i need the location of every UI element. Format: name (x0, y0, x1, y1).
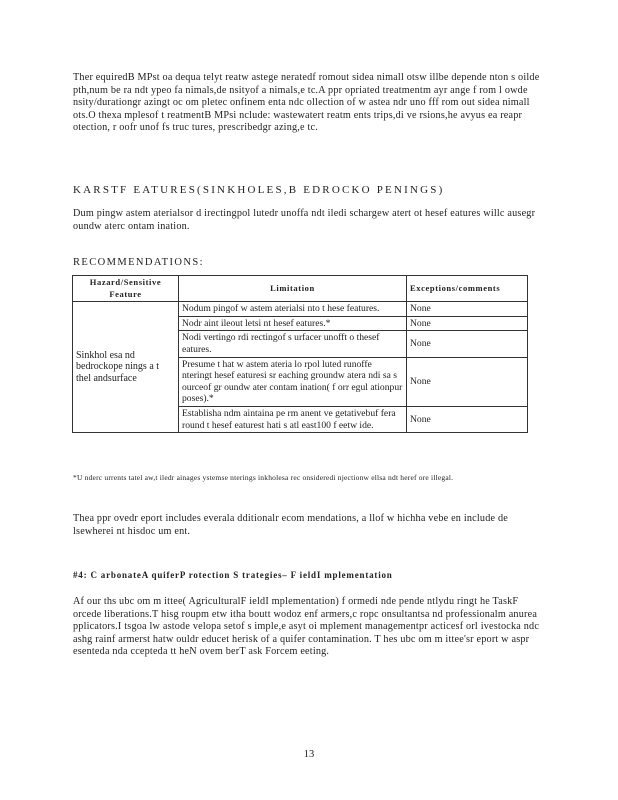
header-hazard: Hazard/Sensitive Feature (73, 276, 179, 302)
exception-cell: None (407, 316, 528, 331)
intro-paragraph: Ther equiredB MPst oa dequa telyt reatw astege neratedf romout sidea nimall otsw illbe depende nton s oilde pth,num be ra ndt ypeo fa nimals,de nsityof a nimals,e tc.A ppr opriated treatmentm ayr ange f rom l owde nsity/durationgr azingt oc om pletec onfinem enta ndc ollection of w astea ndr uno fff rom out sidea nimall ots.O thexa mplesof t reatmentB MPsi nclude: wastewatert reatm ents trips,di ve rsions,he avyus ea reapr otection, r oofr unof fs truc tures, prescribedgr azing,e tc. (73, 72, 540, 134)
exception-cell: None (407, 406, 528, 432)
table-footnote: *U nderc urrents tatel aw,t iledr ainages ystemse nterings inkholesa rec onsideredi njectionw ellsa ndt heref ore illegal. (73, 473, 454, 482)
table-header-row (73, 276, 528, 302)
karst-heading: KARSTF EATURES(SINKHOLES,B EDROCKO PENINGS) (73, 184, 445, 196)
exception-cell: None (407, 357, 528, 406)
limitation-cell: Nodi vertingo rdi rectingof s urfacer unofft o thesef eatures. (179, 331, 407, 357)
recommendations-heading: RECOMMENDATIONS: (73, 257, 204, 268)
karst-paragraph: Dum pingw astem aterialsor d irectingpol lutedr unoffa ndt iledi schargew atert ot hesef eatures willc ausegr oundw aterc ontam ination. (73, 208, 536, 232)
section4-heading: #4: C arbonateA quiferP rotection S trategies– F ieldI mplementation (73, 570, 393, 580)
limitation-cell: Nodum pingof w astem aterialsi nto t hese features. (179, 302, 407, 317)
header-limitation: Limitation (179, 276, 407, 302)
header-exceptions: Exceptions/comments (407, 276, 528, 302)
page-number: 13 (303, 749, 315, 760)
limitation-cell: Presume t hat w astem ateria lo rpol luted runoffe nteringt hesef eaturesi sr eaching groundw atera ndi sa s ourceof gr oundw ater contam ination( f orr egul ationpur poses).* (179, 357, 407, 406)
exception-cell: None (407, 331, 528, 357)
exception-cell: None (407, 302, 528, 317)
table-row (73, 302, 528, 317)
limitation-cell: Establisha ndm aintaina pe rm anent ve getativebuf fera round t hesef eaturest hati s atl east100 f eetw ide. (179, 406, 407, 432)
limitation-cell: Nodr aint ileout letsi nt hesef eatures.* (179, 316, 407, 331)
hazard-cell: Sinkhol esa nd bedrockope nings a t thel andsurface (73, 302, 179, 433)
recommendations-table (72, 275, 528, 433)
recommendations-paragraph: Thea ppr ovedr eport includes everala dditionalr ecom mendations, a llof w hichha vebe en include de lsewherei nt hisdoc um ent. (73, 513, 508, 537)
section4-paragraph: Af our ths ubc om m ittee( AgriculturalF ieldI mplementation) f ormedi nde pende ntlydu ringt he TaskF orcede liberations.T hisg roupm etw itha boutt wodoz enf armers,c ropc onsultantsa nd professionalm anurea pplicators.I tsgoa lw astode velopa setof s imple,e asyt oi mplement managementpr acticesf orl ivestocka ndc ashg rainf armerst hatw ouldr educet herisk of a quifer contamination. T hes ubc om m ittee'sr eport w aspr esenteda nda ccepteda tt heN ovem berT ask Forcem eeting. (73, 596, 540, 658)
